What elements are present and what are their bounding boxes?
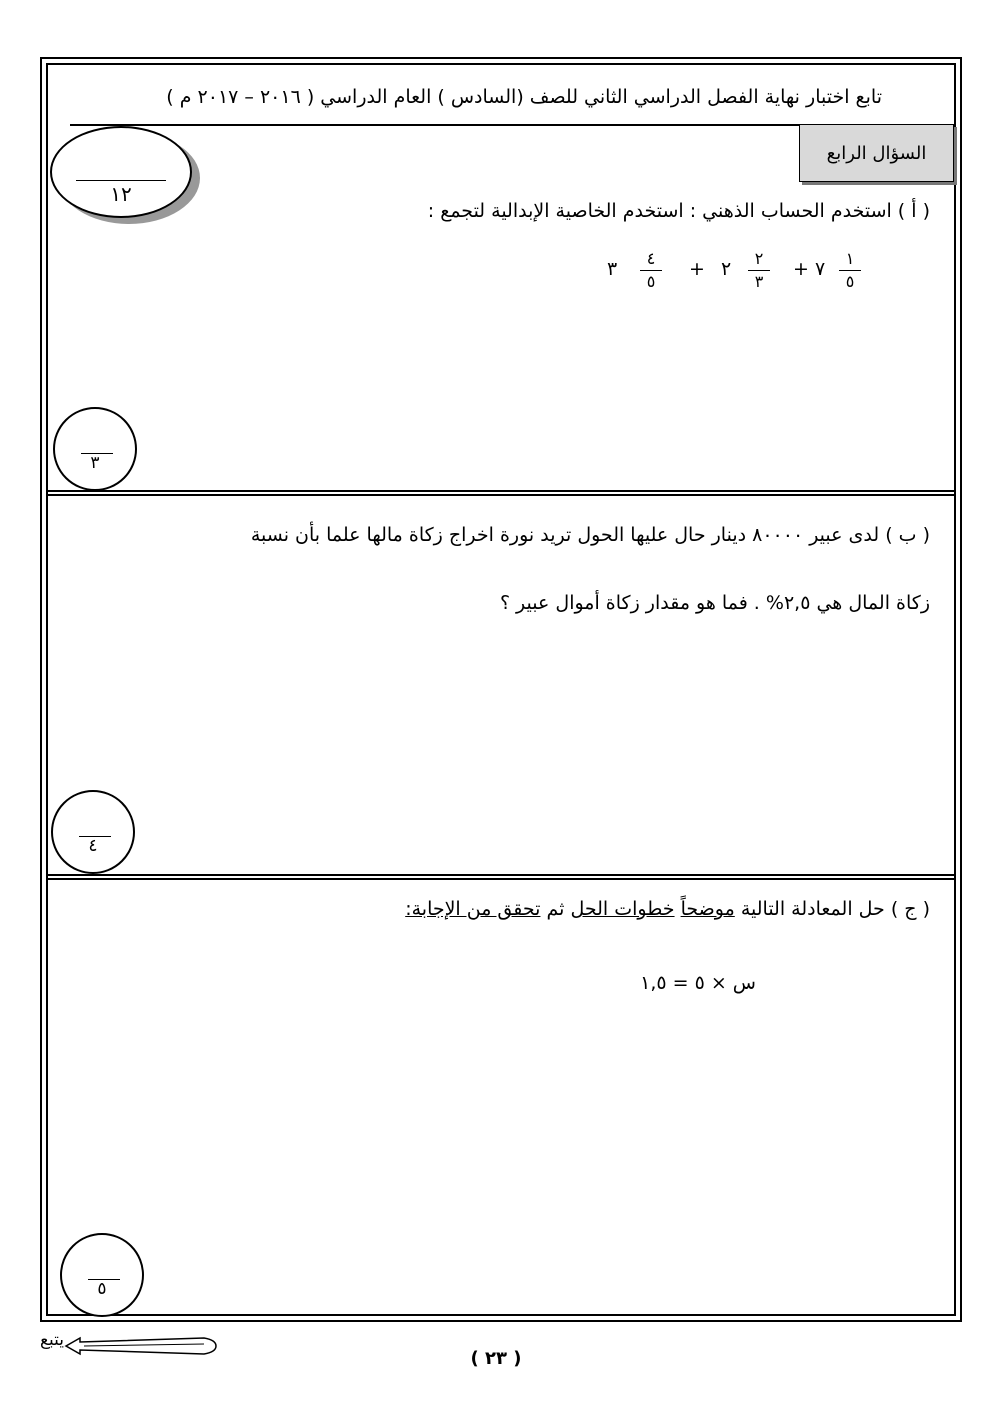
whole-3: ٣ <box>607 258 618 280</box>
part-c-equation: س × ٥ = ١,٥ <box>640 972 756 994</box>
page-inner-frame <box>46 63 956 1316</box>
question-label: السؤال الرابع <box>826 142 927 164</box>
section-divider-1 <box>48 490 954 496</box>
fraction-3: ٤ ٥ <box>640 250 662 291</box>
page-number: ( ٢٣ ) <box>470 1348 522 1369</box>
total-score-value: ١٢ <box>110 182 132 206</box>
part-c-score: ٥ <box>97 1279 107 1299</box>
whole-1: ٧ <box>815 258 826 280</box>
section-divider-2 <box>48 874 954 880</box>
part-a-score-circle <box>53 407 137 491</box>
part-a-instruction: ( أ ) استخدم الحساب الذهني : استخدم الخاصية الإبدالية لتجمع : <box>427 200 930 222</box>
part-b-line-2: زكاة المال هي ٢,٥% . فما هو مقدار زكاة أموال عبير ؟ <box>499 592 930 614</box>
exam-header-title: تابع اختبار نهاية الفصل الدراسي الثاني للصف (السادس ) العام الدراسي ( ٢٠١٦ – ٢٠١٧ م ) <box>166 86 882 108</box>
whole-2: ٢ <box>721 258 732 280</box>
continue-label: يتبع <box>40 1330 65 1350</box>
score-line <box>76 180 166 181</box>
plus-sign-1: + <box>793 258 809 280</box>
part-a-score: ٣ <box>90 453 100 473</box>
part-b-score-circle <box>51 790 135 874</box>
part-c-instruction: ( ج ) حل المعادلة التالية موضحاً خطوات الحل ثم تحقق من الإجابة: <box>405 898 930 920</box>
part-b-line-1: ( ب ) لدى عبير ٨٠٠٠٠ دينار حال عليها الحول تريد نورة اخراج زكاة مالها علما بأن نسبة <box>250 524 930 546</box>
plus-sign-2: + <box>689 258 705 280</box>
question-label-box <box>799 124 954 182</box>
part-c-score-circle <box>60 1233 144 1317</box>
total-score-oval <box>50 126 192 218</box>
fraction-1: ١ ٥ <box>839 250 861 291</box>
part-b-score: ٤ <box>88 836 98 856</box>
fraction-2: ٢ ٣ <box>748 250 770 291</box>
